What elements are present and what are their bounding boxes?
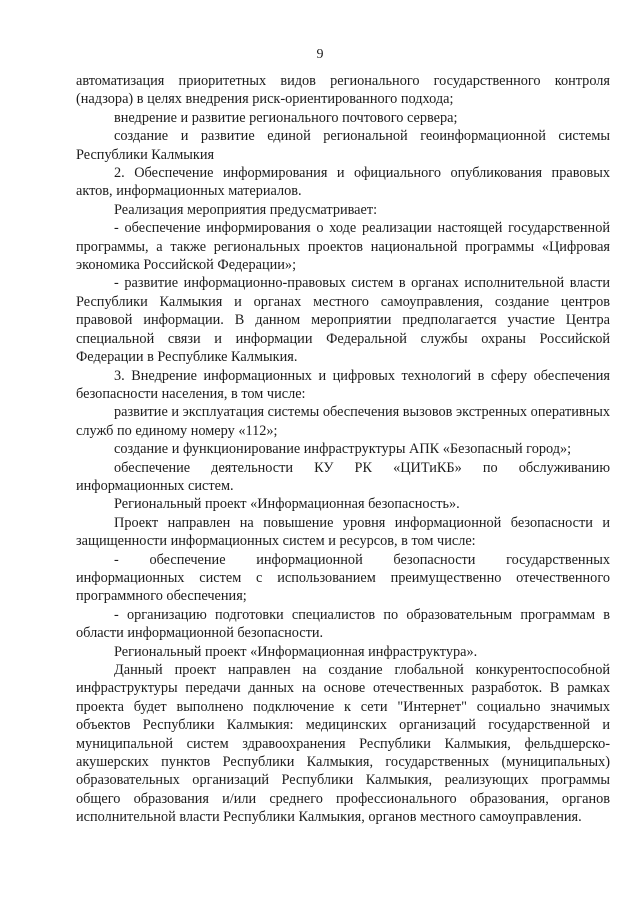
paragraph: Проект направлен на повышение уровня информационной безопасности и защищенности информационных систем и ресурсов, в том числе: xyxy=(76,514,610,550)
paragraph: - развитие информационно-правовых систем в органах исполнительной власти Республики Калмыкия и органах местного самоуправления, создание центров правовой информации. В данном мероприятии предполагается участие Центра специальной связи и информации Федеральной службы охраны Российской Федерации в Республике Калмыкия. xyxy=(76,275,610,366)
section-heading: Региональный проект «Информационная инфраструктура». xyxy=(114,643,478,660)
paragraph: - организацию подготовки специалистов по образовательным программам в области информационной безопасности. xyxy=(76,606,610,642)
paragraph: автоматизация приоритетных видов регионального государственного контроля (надзора) в целях внедрения риск-ориентированного подхода; xyxy=(76,73,610,108)
paragraph: Данный проект направлен на создание глобальной конкурентоспособной инфраструктуры передачи данных на основе отечественных разработок. В рамках проекта будет выполнено подключение к сети "Интернет" социально значимых объектов Республики Калмыкия: медицинских организаций государственной и муниципальной систем здравоохранения Республики Калмыкия, фельдшерско-акушерских пунктов Республики Калмыкия, государственных (муниципальных) образовательных организаций Республики Калмыкия, реализующих программы общего образования и/или среднего профессионального образования, органов исполнительной власти Республики Калмыкия, органов местного самоуправления. xyxy=(76,662,610,826)
paragraph: создание и функционирование инфраструктуры АПК «Безопасный город»; xyxy=(114,441,572,458)
section-heading: Региональный проект «Информационная безопасность». xyxy=(114,496,460,513)
paragraph: - обеспечение информирования о ходе реализации настоящей государственной программы, а также региональных проектов национальной программы «Цифровая экономика Российской Федерации»; xyxy=(76,220,610,274)
paragraph: Реализация мероприятия предусматривает: xyxy=(114,201,378,218)
paragraph: развитие и эксплуатация системы обеспечения вызовов экстренных оперативных служб по единому номеру «112»; xyxy=(76,404,610,439)
paragraph: - обеспечение информационной безопасности государственных информационных систем с использованием преимущественно отечественного программного обеспечения; xyxy=(76,551,610,605)
paragraph: внедрение и развитие регионального почтового сервера; xyxy=(114,109,458,126)
document-body xyxy=(76,72,610,827)
paragraph: создание и развитие единой региональной геоинформационной системы Республики Калмыкия xyxy=(76,128,610,163)
paragraph: 3. Внедрение информационных и цифровых технологий в сферу обеспечения безопасности населения, в том числе: xyxy=(76,367,610,402)
paragraph: 2. Обеспечение информирования и официального опубликования правовых актов, информационных материалов. xyxy=(76,165,610,200)
page-number: 9 xyxy=(316,47,324,62)
paragraph: обеспечение деятельности КУ РК «ЦИТиКБ» по обслуживанию информационных систем. xyxy=(76,459,610,494)
